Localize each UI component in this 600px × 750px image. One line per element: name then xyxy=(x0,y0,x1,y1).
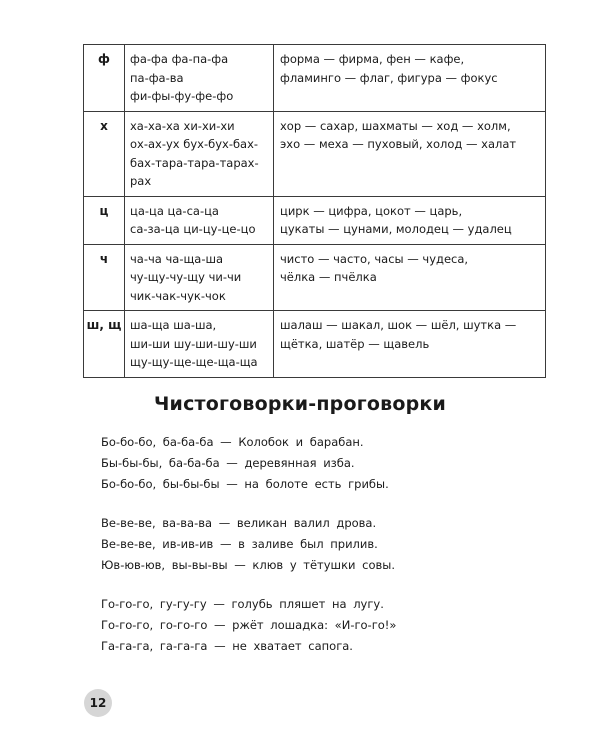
words-line: хор — сахар, шахматы — ход — холм, xyxy=(280,118,511,133)
words-cell xyxy=(274,196,546,244)
verse-line: Ве-ве-ве, ив-ив-ив — в заливе был прилив. xyxy=(101,537,378,551)
words-cell xyxy=(274,244,546,311)
syllable-line: па-фа-ва xyxy=(130,70,184,85)
words-line: чёлка — пчёлка xyxy=(280,270,377,284)
words-cell xyxy=(274,45,546,112)
syllable-line: ца-ца ца-са-ца xyxy=(130,203,219,218)
letter-cell: ф xyxy=(84,45,125,112)
syllable-line: фи-фы-фу-фе-фо xyxy=(130,89,234,103)
letter-cell: ц xyxy=(84,196,125,244)
words-line: цукаты — цунами, молодец — удалец xyxy=(280,222,512,236)
verse-line: Юв-юв-юв, вы-вы-вы — клюв у тётушки совы. xyxy=(101,558,396,572)
stanza xyxy=(101,513,561,576)
sound-table xyxy=(83,44,546,378)
syllable-line: чу-щу-чу-щу чи-чи xyxy=(130,270,242,284)
syllable-line: ох-ах-ух бух-бух-бах- xyxy=(130,137,259,151)
words-line: цирк — цифра, цокот — царь, xyxy=(280,203,463,218)
syllable-line: рах xyxy=(130,174,152,188)
words-line: чисто — часто, часы — чудеса, xyxy=(280,251,469,266)
table-row xyxy=(84,311,546,378)
syllable-line: ша-ща ша-ша, xyxy=(130,318,217,332)
verse-line: Бо-бо-бо, бы-бы-бы — на болоте есть грибы. xyxy=(101,477,389,491)
syllable-line: ха-ха-ха хи-хи-хи xyxy=(130,118,235,133)
section-title: Чистоговорки-проговорки xyxy=(154,393,446,415)
letter-cell: ш, щ xyxy=(84,311,125,378)
syllable-line: чик-чак-чук-чок xyxy=(130,288,226,303)
letter-cell: ч xyxy=(84,244,125,311)
syllables-cell xyxy=(125,196,274,244)
verse-line: Га-га-га, га-га-га — не хватает сапога. xyxy=(101,639,353,653)
syllable-line: щу-щу-ще-ще-ща-ща xyxy=(130,355,258,369)
page-number: 12 xyxy=(84,689,112,717)
syllables-cell xyxy=(125,111,274,196)
table-row xyxy=(84,244,546,311)
syllable-line: фа-фа фа-па-фа xyxy=(130,52,229,66)
words-cell xyxy=(274,111,546,196)
verse-line: Го-го-го, го-го-го — ржёт лошадка: «И-го-го!» xyxy=(101,618,397,632)
syllables-cell xyxy=(125,244,274,311)
syllables-cell xyxy=(125,311,274,378)
words-line: щётка, шатёр — щавель xyxy=(280,336,430,351)
table-row xyxy=(84,111,546,196)
table-row xyxy=(84,45,546,112)
words-line: фламинго — флаг, фигура — фокус xyxy=(280,70,498,85)
words-line: шалаш — шакал, шок — шёл, шутка — xyxy=(280,318,517,332)
words-line: эхо — меха — пуховый, холод — халат xyxy=(280,137,517,151)
words-line: форма — фирма, фен — кафе, xyxy=(280,52,465,66)
syllable-line: бах-тара-тара-тарах- xyxy=(130,155,259,170)
syllables-cell xyxy=(125,45,274,112)
verses xyxy=(101,432,561,675)
verse-line: Бы-бы-бы, ба-ба-ба — деревянная изба. xyxy=(101,456,355,470)
syllable-line: са-за-ца ци-цу-це-цо xyxy=(130,222,256,236)
table-row xyxy=(84,196,546,244)
stanza xyxy=(101,594,561,657)
stanza xyxy=(101,432,561,495)
words-cell xyxy=(274,311,546,378)
syllable-line: ши-ши шу-ши-шу-ши xyxy=(130,336,257,351)
syllable-line: ча-ча ча-ща-ша xyxy=(130,251,224,266)
verse-line: Бо-бо-бо, ба-ба-ба — Колобок и барабан. xyxy=(101,435,364,449)
letter-cell: х xyxy=(84,111,125,196)
verse-line: Ве-ве-ве, ва-ва-ва — великан валил дрова. xyxy=(101,516,377,530)
verse-line: Го-го-го, гу-гу-гу — голубь пляшет на лугу. xyxy=(101,597,384,611)
